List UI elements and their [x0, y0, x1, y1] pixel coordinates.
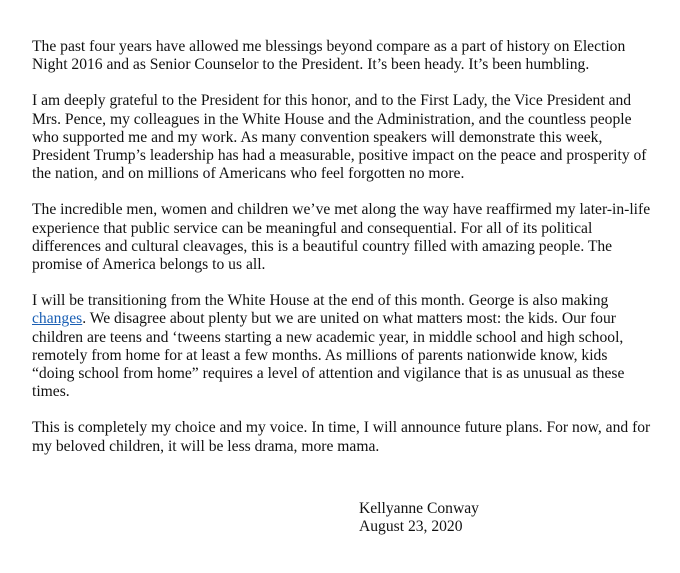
statement-body	[32, 38, 652, 474]
paragraph-4-text-before-link: I will be transitioning from the White House at the end of this month. George is also making	[32, 292, 609, 310]
paragraph-5: This is completely my choice and my voice. In time, I will announce future plans. For now, and for my beloved children, it will be less drama, more mama.	[32, 419, 651, 455]
signature-date: August 23, 2020	[359, 518, 463, 536]
paragraph-2: I am deeply grateful to the President for this honor, and to the First Lady, the Vice President and Mrs. Pence, my colleagues in the White House and the Administration, and the countless people who supported me and my work. As many convention speakers will demonstrate this week, President Trump’s leadership has had a measurable, positive impact on the peace and prosperity of the nation, and on millions of Americans who feel forgotten no more.	[32, 92, 647, 183]
signature-name: Kellyanne Conway	[359, 500, 479, 517]
paragraph-4	[32, 292, 652, 401]
changes-link[interactable]: changes	[32, 310, 83, 328]
paragraph-4-text-after-link: . We disagree about plenty but we are united on what matters most: the kids. Our four children are teens and ‘tweens starting a new academic year, in middle school and high school, remotely from home for at least a few months. As millions of parents nationwide know, kids “doing school from home” requires a level of attention and vigilance that is as unusual as these times.	[32, 310, 625, 401]
signature-block	[359, 500, 479, 536]
paragraph-1: The past four years have allowed me blessings beyond compare as a part of history on Election Night 2016 and as Senior Counselor to the President. It’s been heady. It’s been humbling.	[32, 38, 626, 74]
paragraph-3: The incredible men, women and children we’ve met along the way have reaffirmed my later-in-life experience that public service can be meaningful and consequential. For all of its political differences and cultural cleavages, this is a beautiful country filled with amazing people. The promise of America belongs to us all.	[32, 201, 651, 274]
